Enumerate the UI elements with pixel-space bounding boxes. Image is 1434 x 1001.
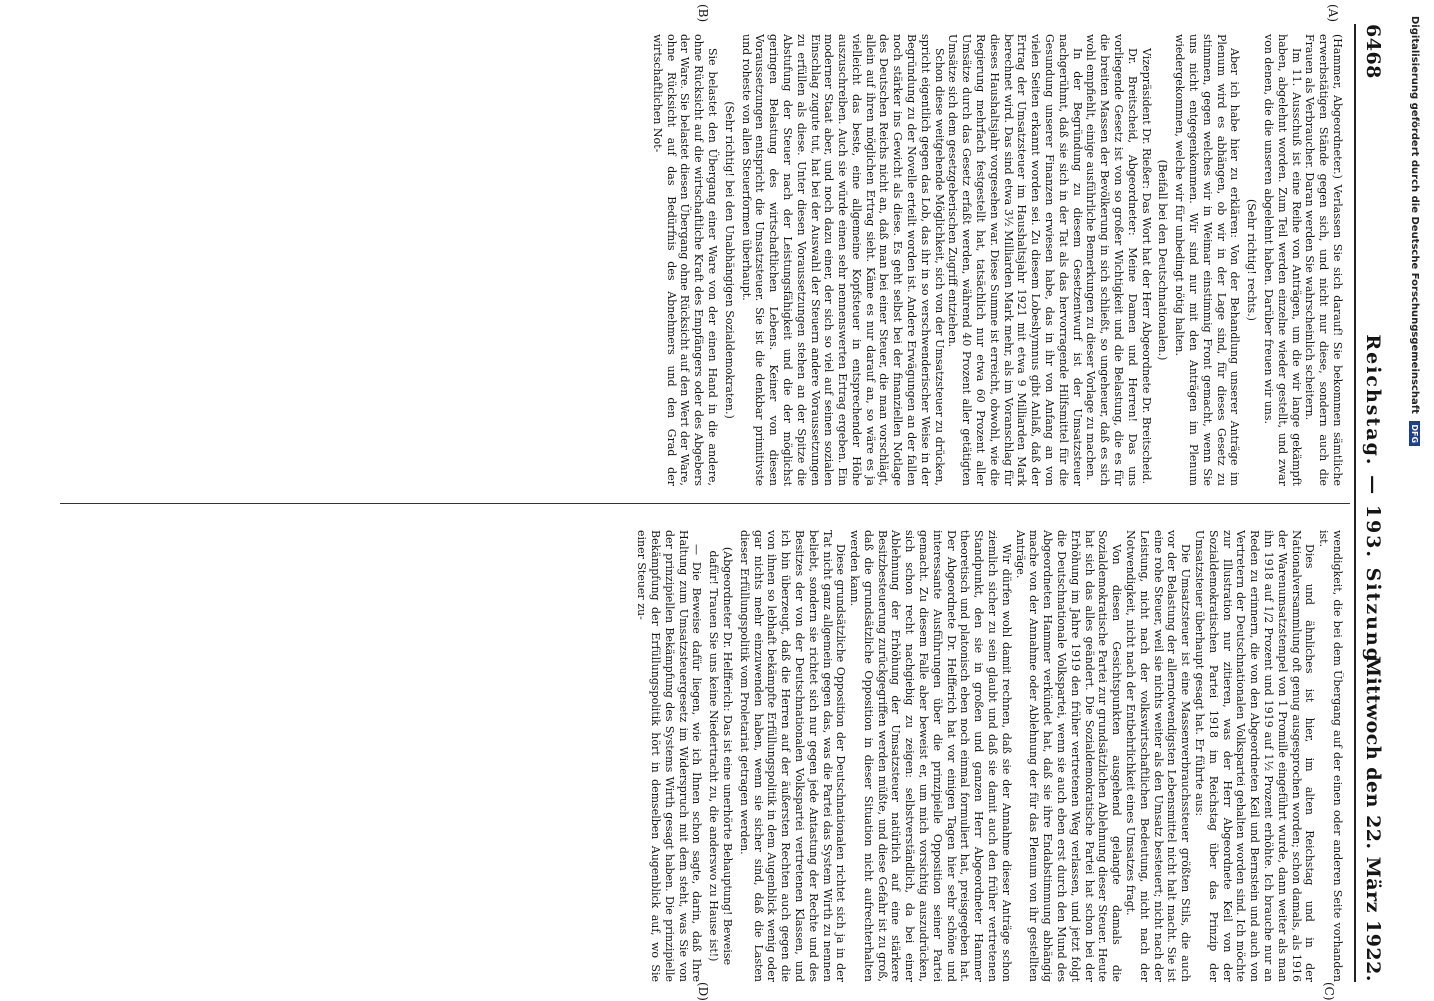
paragraph: In der Begründung zu diesem Gesetzentwurf ist der Umsatzsteuer nachgerühmt, daß sie sich in der Tat als das hervorragende Hilfsmittel für die Gesundung unserer Finanzen erwiesen habe, das in ihr von Anfang an von vielen Seiten erkannt worden sei. Zu diesem Lobeshymnus gibt Anlaß, daß der Ertrag der Umsatzsteuer im Haushaltsjahr 1921 mit etwa 9 Milliarden Mark berechnet wird. Das sind etwa 3½ Milliarden Mark mehr, als im Voranschlag für dieses Haushaltsjahr vorgesehen war. Diese Summe ist erreicht, obwohl, wie die Regierung mehrfach festgestellt hat, tatsächlich nur etwa 60 Prozent aller Umsätze durch das Gesetz erfaßt werden, während 40 Prozent aller getätigten Umsätze sich dem gesetzgeberischen Zugriff entziehen. [946, 34, 1084, 486]
header-rule [1354, 24, 1356, 982]
paragraph: Sie belastet den Übergang einer Ware von der einen Hand in die andere, ohne Rücksicht auf die wirtschaftliche Kraft des Empfängers oder des Abgebers der Ware. Sie belastet diesen Übergang ohne Rücksicht auf den Wert der Ware, ohne Rücksicht auf das Bedürfnis des Abnehmers und den Grad der wirtschaftlichen Not- [650, 34, 719, 486]
margin-mark-a: (A) [1326, 4, 1340, 23]
paragraph: Aber ich habe hier zu erklären: Von der Behandlung unserer Anträge im Plenum wird es abhängen, ob wir in der Lage sind, für dieses Gesetz zu stimmen, gegen welches wir in Weimar einstimmig Front gemacht, wenn Sie uns nicht entgegenkommen. Wir sind nur mit den Anträgen im Plenum wiedergekommen, welche wir für unbedingt nötig halten. [1173, 34, 1242, 486]
interjection: (Beifall bei den Deutschnationalen.) [1156, 159, 1170, 361]
paragraph: Die Umsatzsteuer ist eine Massenverbrauchssteuer größten Stils, die auch vor der Belastung der allernotwendigsten Lebensmittel nicht halt macht. Sie ist eine rohe Steuer, weil sie nichts weiter als den Umsatz besteuert; nicht nach der Leistung, nicht nach der volkswirtschaftlichen Bedeutung, nicht nach der Notwendigkeit, nicht nach der Entbehrlichkeit eines Umsatzes fragt. [1124, 530, 1193, 982]
interjection: (Abgeordneter Dr. Helfferich: Das ist eine unerhörte Behauptung! Beweise dafür! Trauen Sie uns keine Niedertracht zu, die anderswo zu Hause ist!) [707, 546, 734, 966]
paragraph: Schon diese weitgehende Möglichkeit, sich von der Umsatzsteuer zu drücken, spricht eigentlich gegen das Lob, das ihr in so verschwenderischer Weise in der Begründung zu der Novelle erteilt worden ist. Andere Erwägungen an der fallen noch stärker ins Gewicht als diese. Es geht selbst bei der finanziellen Notlage des Deutschen Reichs nicht an, daß man bei einer Steuer, die man vorschlägt, allein auf ihren möglichen Ertrag sieht. Käme es nur darauf an, so wäre es ja vielleicht das beste, eine allgemeine Kopfsteuer in entsprechender Höhe auszuschreiben. Auch sie würde einen sehr nennenswerten Ertrag ergeben. Ein moderner Staat aber, und noch dazu einer, der sich so viel auf seinen sozialen Einschlag zugute tut, hat bei der Auswahl der Steuern andere Voraussetzungen zu erfüllen als diese. Unter diesen Voraussetzungen stehen an der Spitze die Abstufung der Steuer nach der Leistungsfähigkeit und die der möglichst geringen Belastung des wirtschaftlichen Lebens. Keiner von diesen Voraussetzungen entspricht die Umsatzsteuer. Sie ist die denkbar primitivste und roheste von allen Steuerformen überhaupt. [739, 34, 946, 486]
interjection: (Sehr richtig! rechts.) [1245, 199, 1259, 321]
paragraph: Vizepräsident Dr. Rießer: Das Wort hat der Herr Abgeordnete Dr. Breitscheid. [1139, 48, 1153, 485]
paragraph: — Die Beweise dafür liegen, wie ich Ihnen schon sagte, darin, daß Ihre Haltung zum Umsatzsteuergesetz im Widerspruch mit dem steht, was Sie von der prinzipiellen Bekämpfung des Systems Wirth gesagt haben. Die prinzipielle Bekämpfung der Erfüllungspolitik hört in demselben Augenblick auf, wo Sie einer Steuer zu- [635, 530, 704, 982]
dfg-logo: DFG [1409, 421, 1420, 446]
session-date: Mittwoch den 22. März 1922. [1362, 655, 1384, 982]
paragraph: Diese grundsätzliche Opposition der Deutschnationalen richtet sich ja in der Tat nicht ganz allgemein gegen das, was die Partei das System Wirth zu nennen beliebt, sondern sie richtet sich nur gegen jede Antastung der Rechte und des Besitzes der von der Deutschnationalen Volkspartei vertretenen Klassen, und ich bin überzeugt, daß die Herren auf der äußersten Rechten auch gegen die von ihnen so lebhaft bekämpfte Erfüllungspolitik in dem Augenblick wenig oder gar nichts mehr einzuwenden haben, wenn sie sicher sind, daß die Lasten dieser Erfüllungspolitik vom Proletariat getragen werden. [737, 530, 848, 982]
paragraph: Im 11. Ausschuß ist eine Reihe von Anträgen, um die wir lange gekämpft haben, abgelehnt worden. Zum Teil werden einzelne wieder gestellt, und zwar von denen, die die unseren abgelehnt haben. Darüber freuen wir uns. [1262, 34, 1303, 486]
digitization-footer [1406, 16, 1420, 1000]
paragraph: Dies und ähnliches ist hier, im alten Reichstag und in der Nationalversammlung oft genug ausgesprochen worden; schon damals, als 1916 der Warenumsatzstempel von 1 Promille eingeführt wurde, dann weiter als man ihn 1918 auf 1/2 Prozent und 1919 auf 1½ Prozent erhöhte. Ich brauche nur an Reden zu erinnern, die von den Abgeordneten Keil und Bernstein und auch von Vertretern der Deutschnationalen Volkspartei gehalten worden sind. Ich möchte zur Illustration nur zitieren, was der Herr Abgeordnete Keil von der Sozialdemokratischen Partei 1918 im Reichstag über das Prinzip der Umsatzsteuer überhaupt gesagt hat. Er führte aus: [1193, 530, 1317, 982]
margin-mark-d: (D) [696, 982, 710, 1001]
column-divider [60, 503, 1350, 504]
footer-text: Digitalisierung gefördert durch die Deutsche Forschungsgemeinschaft [1409, 16, 1420, 414]
paragraph: Wir dürfen wohl damit rechnen, daß sie der Annahme dieser Anträge schon ziemlich sicher zu sein glaubt und daß sie damit auch den früher vertretenen Standpunkt, den sie in großen und ganzen Herr Abgeordneter Hammer theoretisch und platonisch eben noch einmal formuliert hat, preisgegeben hat. Der Abgeordnete Dr. Helfferich hat vor einigen Tagen hier sehr schöne und interessante Ausführungen über die prinzipielle Opposition seiner Partei gemacht. Zu diesem Falle aber beweist er, um mich vorsichtig auszudrücken, sich schon recht nachgiebig zu zeigen: selbstverständlich, da bei einer Ablehnung der Erhöhung der Umsatzsteuer natürlich auf eine stärkere Besitzbesteuerung zurückgegriffen werden müßte, und diese Gefahr ist zu groß, daß die grundsätzliche Opposition in dieser Situation nicht aufrechterhalten werden kann. [848, 530, 1013, 982]
margin-mark-b: (B) [696, 4, 710, 23]
interjection: (Sehr richtig! bei den Unabhängigen Sozialdemokraten.) [722, 101, 736, 419]
paragraph: (Hammer, Abgeordneter.) Verlassen Sie sich darauf! Sie bekommen sämtliche erwerbstätigen Stände gegen sich, und nicht nur diese, sondern auch die Frauen als Verbraucher. Daran werden Sie wahrscheinlich scheitern. [1303, 34, 1344, 486]
right-column [84, 530, 1344, 982]
newspaper-page [20, 0, 1400, 1000]
page-number: 6468 [1362, 24, 1384, 79]
paragraph: Von diesen Gesichtspunkten ausgehend gelangte damals die Sozialdemokratische Partei zur grundsätzlichen Ablehnung dieser Steuer. Heute hat sich das alles geändert. Die Sozialdemokratische Partei hat schon bei der Erhöhung im Jahre 1919 den früher vertretenen Weg verlassen, und jetzt folgt die Deutschnationale Volkspartei, wenn sie auch eben erst durch den Mund des Abgeordneten Hammer verkündet hat, daß sie ihre Endabstimmung abhängig mache von der Annahme oder Ablehnung der für das Plenum von ihr gestellten Anträge. [1013, 530, 1124, 982]
page-header [1354, 24, 1386, 982]
paragraph: wendigkeit, die bei dem Übergang auf der einen oder anderen Seite vorhanden ist. [1317, 530, 1344, 982]
page-title: Reichstag. — 193. Sitzung. [1362, 334, 1384, 672]
left-column [84, 34, 1344, 486]
margin-mark-c: (C) [1322, 982, 1336, 1001]
paragraph: Dr. Breitscheid, Abgeordneter: Meine Damen und Herren! Das uns vorliegende Gesetz ist von so großer Wichtigkeit und die Belastung, die es für die breiten Massen der Bevölkerung in sich schließt, so ungeheuer, daß es sich wohl empfiehlt, einige ausführliche Bemerkungen zu dieser Vorlage zu machen. [1084, 34, 1139, 486]
